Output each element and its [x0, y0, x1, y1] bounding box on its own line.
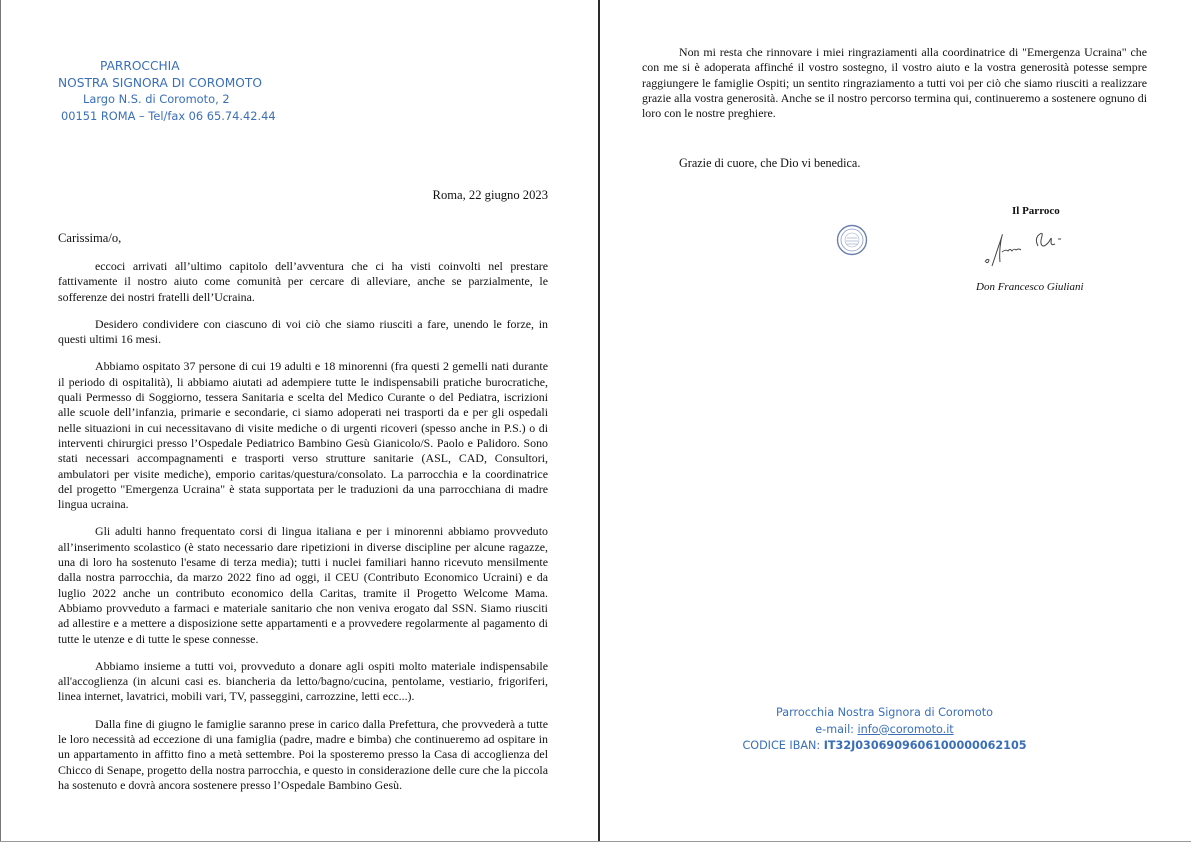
email-link[interactable]: info@coromoto.it	[857, 722, 954, 736]
email-label: e-mail:	[815, 722, 858, 736]
closing-paragraph-block	[642, 45, 1147, 121]
footer-iban-row	[589, 738, 1180, 755]
paragraph: Desidero condividere con ciascuno di voi ciò che siamo riusciti a fare, unendo le forze, in questi ultimi 16 mesi.	[58, 316, 548, 347]
letterhead-line-1: PARROCCHIA	[100, 59, 180, 73]
paragraph: Abbiamo ospitato 37 persone di cui 19 adulti e 18 minorenni (fra questi 2 gemelli nati durante il periodo di ospitalità), li abbiamo aiutati ad adempiere tutte le indispensabili pratiche burocratiche, quali Permesso di Soggiorno, tessera Sanitaria e scelta del Medico Curante o del Pediatra, iscrizioni alle scuole dell’infanzia, primarie e secondarie, ci siamo adoperati nei trasporti da e per gli ospedali nelle situazioni in cui necessitavano di visite mediche o di urgenti ricoveri (spesso anche in P.S.) o di interventi chirurgici presso l’Ospedale Pediatrico Bambino Gesù Gianicolo/S. Paolo e Palidoro. Sono stati necessari accompagnamenti e trasporti verso strutture sanitarie (ASL, CAD, Consultori, ambulatori per visite mediche), emporio caritas/questura/consolato. La parrocchia e la coordinatrice del progetto "Emergenza Ucraina" è stata supportata per le traduzioni da una parrocchiana di madre lingua ucraina.	[58, 359, 548, 512]
letterhead-city-phone: 00151 ROMA – Tel/fax 06 65.74.42.44	[61, 108, 276, 123]
salutation: Carissima/o,	[58, 231, 122, 245]
paragraph: Dalla fine di giugno le famiglie saranno prese in carico dalla Prefettura, che provvederà a tutte le loro necessità ad eccezione di una famiglia (padre, madre e bimba) che continueremo ad ospitare in un appartamento in affitto fino a metà settembre. Poi la sposteremo presso la Casa di accoglienza del Chicco di Senape, progetto della nostra parrocchia, e questo in considerazione delle cure che la piccola ha sostenuto e dovrà ancora sostenere presso l’Ospedale Bambino Gesù.	[58, 716, 548, 792]
paragraph: Abbiamo insieme a tutti voi, provveduto a donare agli ospiti molto materiale indispensabile all'accoglienza (in alcuni casi es. biancheria da letto/bagno/cucina, pentolame, vestiario, frigoriferi, linea internet, lavatrici, mobili vari, TV, passeggini, carrozzine, letti ecc...).	[58, 658, 548, 704]
letter-date: Roma, 22 giugno 2023	[432, 188, 548, 202]
footer-parish-name: Parrocchia Nostra Signora di Coromoto	[776, 706, 993, 719]
paragraph: eccoci arrivati all’ultimo capitolo dell’avventura che ci ha visti coinvolti nel prestare fattivamente il nostro aiuto come comunità per cercare di alleviare, anche se parzialmente, le sofferenze dei nostri fratelli dell’Ucraina.	[58, 259, 548, 304]
closing-blessing: Grazie di cuore, che Dio vi benedica.	[679, 156, 861, 170]
paragraph: Gli adulti hanno frequentato corsi di lingua italiana e per i minorenni abbiamo provveduto all’inserimento scolastico (è stato necessario dare ripetizioni in diverse discipline per alcune ragazze, una di loro ha sostenuto l'esame di terza media); tutti i nuclei familiari hanno ricevuto mensilmente dalla nostra parrocchia, da marzo 2022 fino ad oggi, il CEU (Contributo Economico Ucraini) e da luglio 2022 anche un contributo economico della Caritas, tramite il Progetto Welcome Mama. Abbiamo provveduto a farmaci e materiale sanitario che non veniva erogato dal SSN. Siamo riusciti ad allestire e a mettere a disposizione sette appartamenti e a provvedere regolarmente al pagamento di tutte le utenze e di tutte le spese connesse.	[58, 524, 548, 646]
page-edge-left	[0, 0, 1, 842]
footer-email-row	[589, 722, 1180, 739]
parish-footer	[600, 705, 1191, 755]
signer-name: Don Francesco Giuliani	[976, 281, 1084, 293]
paragraph: Non mi resta che rinnovare i miei ringraziamenti alla coordinatrice di "Emergenza Ucraina" che con me si è adoperata affinché il vostro sostegno, il vostro aiuto e la vostra generosità potesse sempre raggiungere le famiglie Ospiti; un sentito ringraziamento a tutti voi per ciò che siamo riusciti a realizzare grazie alla vostra generosità. Anche se il nostro percorso termina qui, continueremo a sostenere ognuno di loro con le nostre preghiere.	[642, 45, 1147, 121]
letterhead-line-2: NOSTRA SIGNORA DI COROMOTO	[58, 75, 262, 90]
parish-stamp-icon	[836, 224, 868, 261]
signature-title: Il Parroco	[1012, 205, 1060, 217]
parish-letterhead	[58, 58, 276, 124]
iban-label: CODICE IBAN:	[742, 739, 824, 752]
letter-body	[58, 259, 548, 805]
handwritten-signature	[980, 226, 1070, 275]
letterhead-address: Largo N.S. di Coromoto, 2	[83, 92, 230, 106]
iban-value: IT32J0306909606100000062105	[823, 739, 1027, 752]
letter-page-right	[600, 0, 1191, 842]
